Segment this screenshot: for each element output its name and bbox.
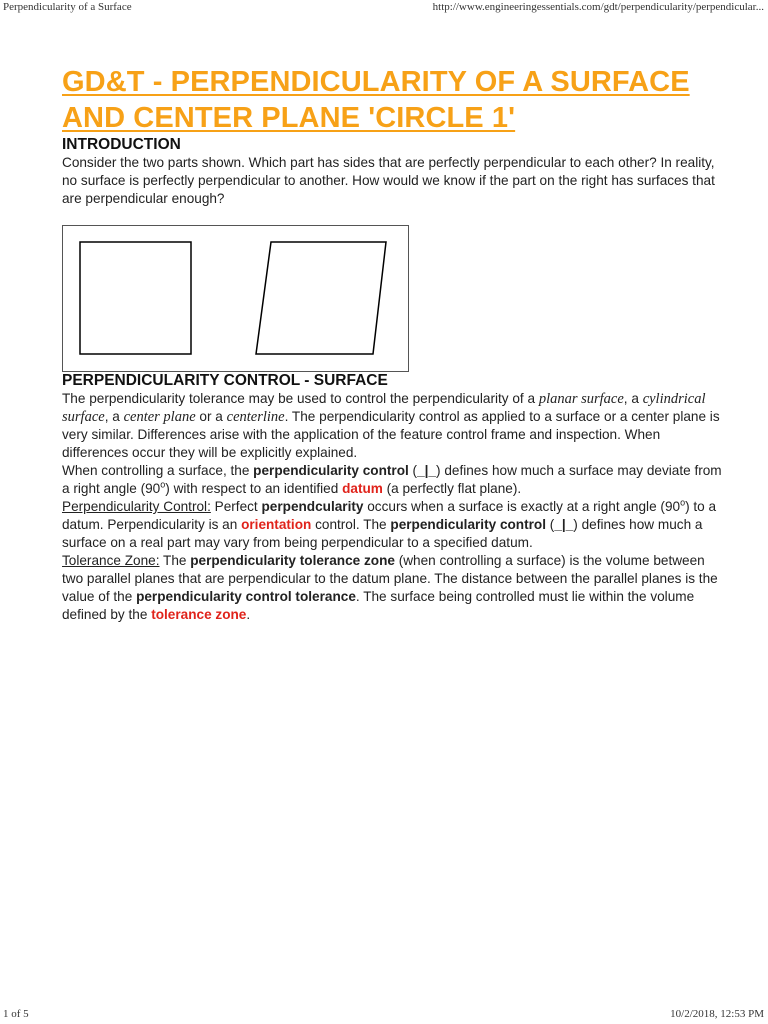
cylindrical-surface-term: cylindrical surface (62, 391, 706, 425)
p2-text: (a perfectly flat plane). (382, 481, 522, 496)
perpendicularity-control-term: perpendicularity control (390, 517, 547, 532)
p4-text: The (159, 553, 191, 568)
p3-text: Perfect (210, 499, 262, 514)
p1-text: , a (623, 391, 643, 406)
tolerance-zone-label: Tolerance Zone: (62, 553, 160, 568)
tolerance-zone-link[interactable]: tolerance zone (151, 607, 247, 622)
control-tolerance-term: perpendicularity control tolerance (136, 589, 356, 604)
tolerance-zone-term: perpendicularity tolerance zone (190, 553, 395, 568)
planar-surface-term: planar surface (538, 391, 624, 407)
print-datetime: 10/2/2018, 12:53 PM (670, 1008, 764, 1020)
p3-text: occurs when a surface is exactly at a right angle (90 (363, 499, 681, 514)
browser-page-title: Perpendicularity of a Surface (3, 1, 132, 13)
p4-text: . (246, 607, 251, 622)
degree-superscript: o (160, 479, 166, 490)
p4-text: (when controlling a surface) is the volume between two parallel planes that are perpendicular to the datum plane. The distance between the parallel planes is the value of the (62, 553, 718, 604)
browser-url: http://www.engineeringessentials.com/gdt/perpendicularity/perpendicular... (432, 1, 764, 13)
article (62, 64, 722, 624)
tolerance-paragraph (62, 390, 722, 462)
perpendicularity-control-term: perpendicularity control (253, 463, 409, 478)
p2-text: ( (408, 463, 418, 478)
surface-control-paragraph (62, 462, 722, 498)
square-part (80, 242, 191, 354)
p4-text: . The surface being controlled must lie within the volume defined by the (62, 589, 695, 622)
p2-text: ) defines how much a surface may deviate from a right angle (90 (62, 463, 722, 496)
datum-link[interactable]: datum (342, 481, 383, 496)
perpendicularity-control-label: Perpendicularity Control: (62, 499, 211, 514)
p2-text: When controlling a surface, the (62, 463, 254, 478)
p1-text: . The perpendicularity control as applied to a surface or a center plane is very similar. Differences arise with the application of the feature control frame and inspection. When differences occur they will be explicitly explained. (62, 409, 720, 460)
orientation-link[interactable]: orientation (241, 517, 312, 532)
centerline-term: centerline (226, 409, 285, 425)
tolerance-zone-paragraph (62, 552, 722, 624)
surface-heading: PERPENDICULARITY CONTROL - SURFACE (62, 372, 388, 389)
p3-text: ) defines how much a surface on a real part may vary from being perpendicular to a specified datum. (62, 517, 703, 550)
p1-text: The perpendicularity tolerance may be used to control the perpendicularity of a (62, 391, 539, 406)
center-plane-term: center plane (123, 409, 196, 425)
perpendicularity-symbol-icon: _|_ (417, 463, 437, 478)
p2-text: ) with respect to an identified (165, 481, 343, 496)
parts-figure (62, 225, 409, 372)
p1-text: , a (104, 409, 124, 424)
skewed-part (256, 242, 386, 354)
p3-text: control. The (311, 517, 391, 532)
p3-text: ) to a datum. Perpendicularity is an (62, 499, 717, 532)
perpendicularity-term: perpendcularity (261, 499, 364, 514)
page-indicator: 1 of 5 (3, 1008, 29, 1020)
article-title[interactable]: GD&T - PERPENDICULARITY OF A SURFACE AND CENTER PLANE 'CIRCLE 1' (62, 66, 690, 134)
p3-text: ( (546, 517, 555, 532)
intro-paragraph: Consider the two parts shown. Which part has sides that are perfectly perpendicular to each other? In reality, no surface is perfectly perpendicular to another. How would we know if the part on the right has surfaces that are perpendicular enough? (62, 155, 715, 206)
degree-superscript: o (680, 497, 686, 508)
parts-drawing (63, 226, 408, 371)
intro-heading: INTRODUCTION (62, 136, 181, 153)
perpendicularity-symbol-icon: _|_ (554, 517, 574, 532)
perpendicularity-control-paragraph (62, 498, 722, 552)
p1-text: or a (195, 409, 227, 424)
